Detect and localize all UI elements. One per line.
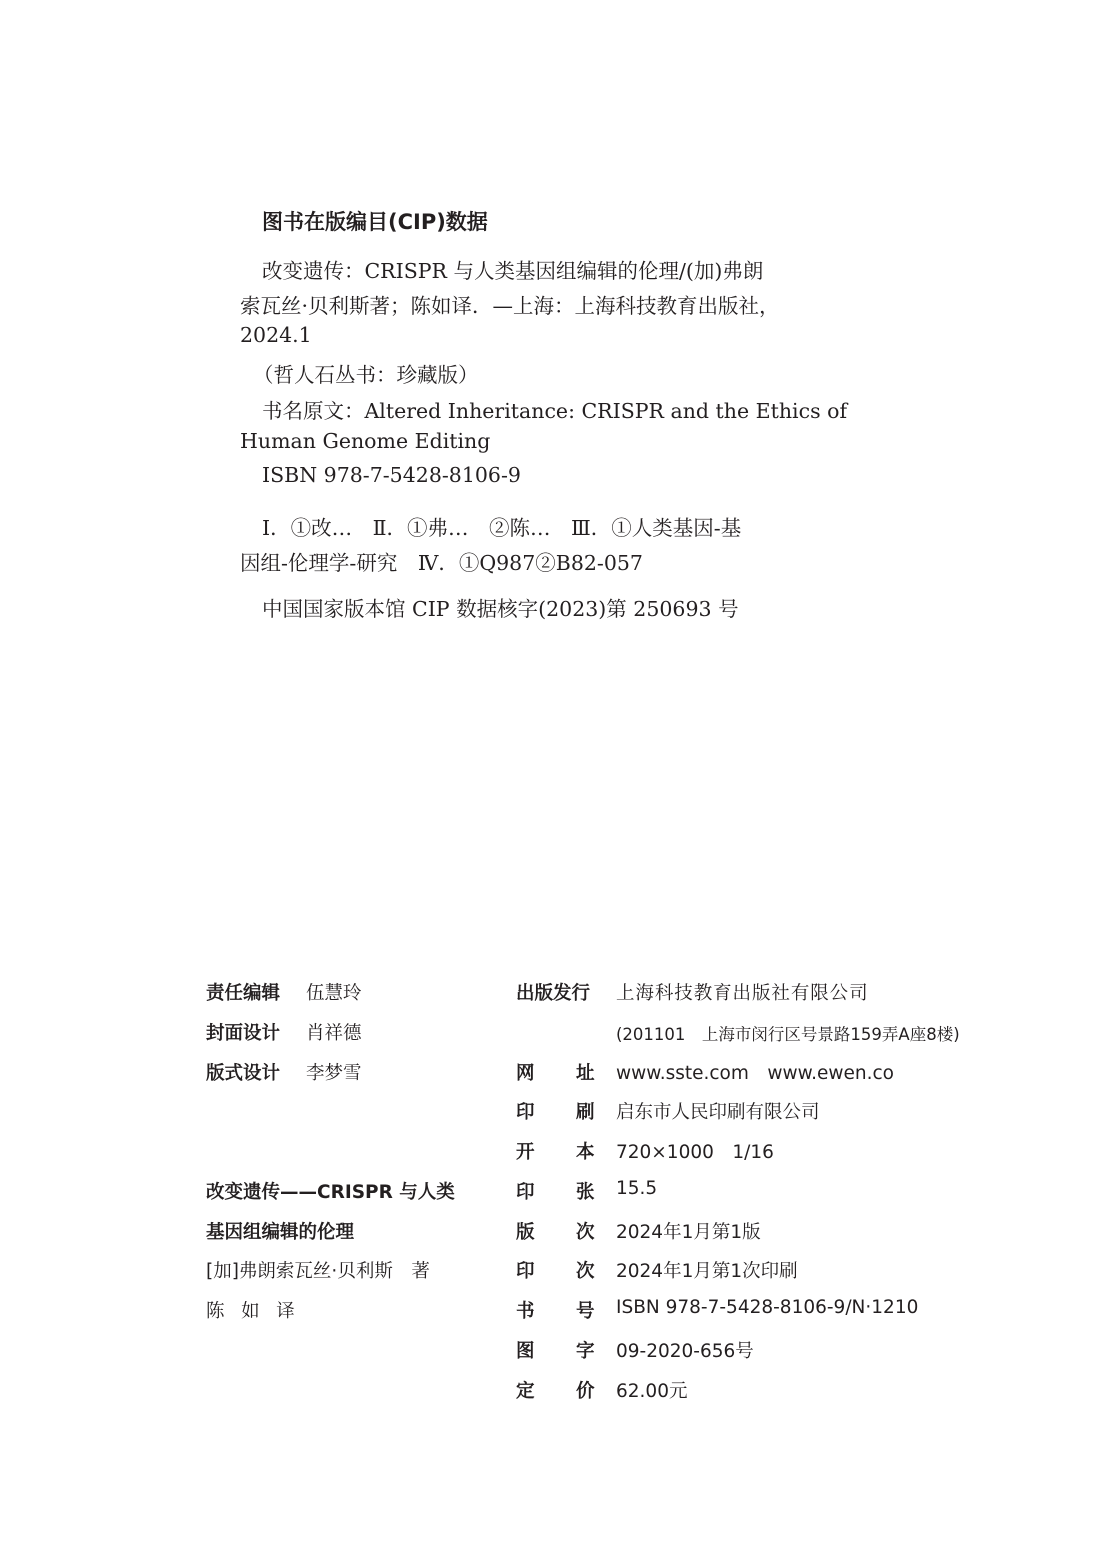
- book-title-line-1: 改变遗传——CRISPR 与人类: [206, 1182, 455, 1203]
- staff-value-cover: 肖祥德: [306, 1023, 362, 1044]
- detail-value-format: 720×1000 1/16: [616, 1142, 774, 1163]
- detail-value-copyright-reg: 09-2020-656号: [616, 1341, 754, 1362]
- staff-value-layout: 李梦雪: [306, 1063, 362, 1084]
- cip-classification-line: Ⅰ．①改… Ⅱ．①弗… ②陈… Ⅲ．①人类基因-基: [262, 516, 742, 540]
- book-title-line-2: 基因组编辑的伦理: [206, 1222, 355, 1243]
- cip-original-title-line: 书名原文：Altered Inheritance: CRISPR and the Ethics of: [262, 399, 848, 423]
- cip-title-line: 改变遗传：CRISPR 与人类基因组编辑的伦理/(加)弗朗: [262, 259, 764, 283]
- detail-value-price: 62.00元: [616, 1381, 688, 1402]
- cip-author-line: 索瓦丝·贝利斯著；陈如译．—上海：上海科技教育出版社，: [240, 294, 780, 318]
- cip-date-line: 2024.1: [240, 323, 312, 347]
- detail-value-sheets: 15.5: [616, 1178, 658, 1199]
- detail-value-book-number: ISBN 978-7-5428-8106-9/N·1210: [616, 1297, 919, 1318]
- cip-heading: 图书在版编目(CIP)数据: [262, 210, 488, 234]
- publisher-address: (201101 上海市闵行区号景路159弄A座8楼): [616, 1025, 960, 1044]
- detail-value-printer: 启东市人民印刷有限公司: [616, 1102, 820, 1123]
- staff-value-editor: 伍慧玲: [306, 983, 362, 1004]
- detail-value-printing: 2024年1月第1次印刷: [616, 1261, 798, 1282]
- staff-label-layout: 版式设计: [206, 1063, 281, 1084]
- book-author: [加]弗朗索瓦丝·贝利斯 著: [206, 1261, 430, 1282]
- cip-isbn-line: ISBN 978-7-5428-8106-9: [262, 463, 521, 487]
- staff-label-editor: 责任编辑: [206, 983, 281, 1004]
- staff-label-cover: 封面设计: [206, 1023, 281, 1044]
- detail-value-edition: 2024年1月第1版: [616, 1222, 761, 1243]
- publisher-name: 上海科技教育出版社有限公司: [616, 983, 869, 1004]
- publisher-label: 出版发行: [516, 983, 591, 1004]
- book-translator: 陈如译: [206, 1301, 312, 1322]
- detail-value-website: www.sste.com www.ewen.co: [616, 1063, 894, 1084]
- cip-record-number: 中国国家版本馆 CIP 数据核字(2023)第 250693 号: [262, 597, 739, 621]
- cip-series-line: （哲人石丛书：珍藏版）: [253, 363, 479, 387]
- cip-classification-line-2: 因组-伦理学-研究 Ⅳ．①Q987②B82-057: [240, 551, 643, 575]
- cip-original-title-line-2: Human Genome Editing: [240, 429, 491, 453]
